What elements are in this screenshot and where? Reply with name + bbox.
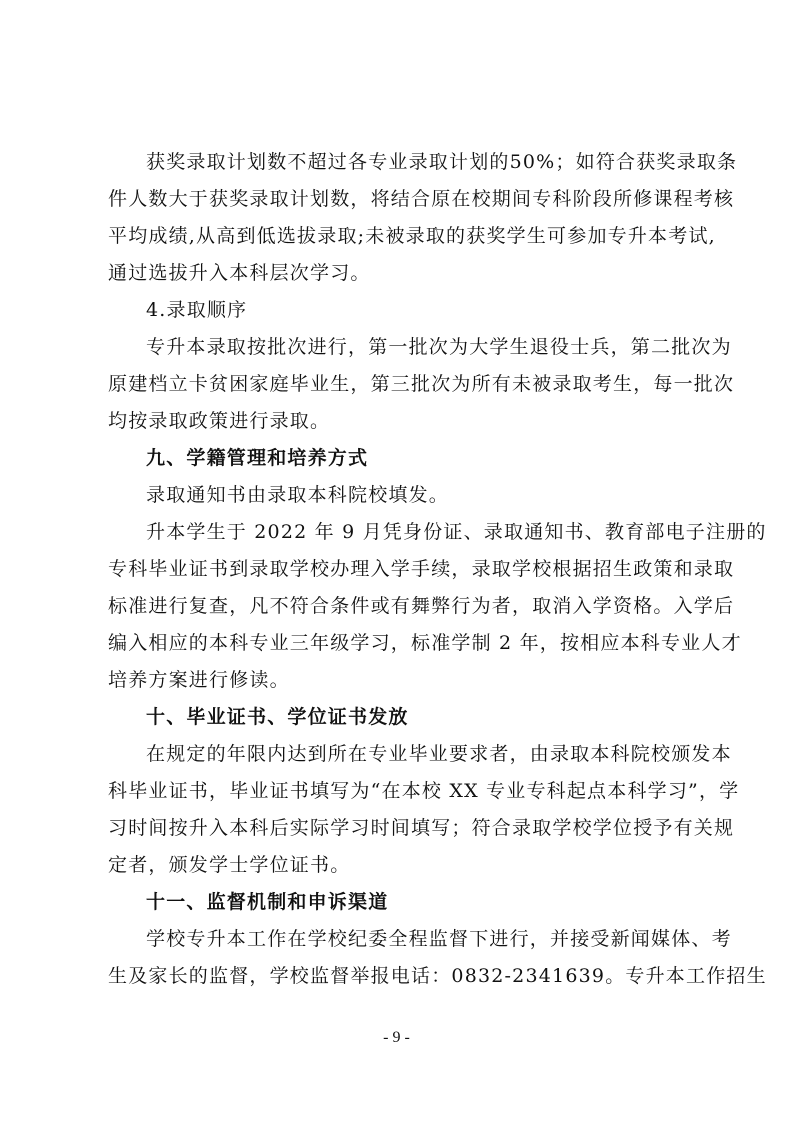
paragraph-notice-issuance: 录取通知书由录取本科院校填发。 (146, 484, 450, 506)
paragraph-award-admission-line-3: 平均成绩,从高到低选拔录取;未被录取的获奖学生可参加专升本考试, (108, 225, 716, 247)
paragraph-admission-order-line-3: 均按录取政策进行录取。 (108, 410, 331, 432)
paragraph-award-admission-line-1: 获奖录取计划数不超过各专业录取计划的50%；如符合获奖录取条 (146, 151, 738, 173)
section-heading-diploma-degree: 十、毕业证书、学位证书发放 (146, 706, 409, 728)
paragraph-enrollment-line-4: 编入相应的本科专业三年级学习，标准学制 2 年，按相应本科专业人才 (108, 632, 742, 654)
paragraph-award-admission-line-4: 通过选拔升入本科层次学习。 (108, 262, 371, 284)
paragraph-admission-order-line-2: 原建档立卡贫困家庭毕业生，第三批次为所有未被录取考生，每一批次 (108, 373, 735, 395)
subheading-admission-order: 4.录取顺序 (146, 299, 248, 321)
paragraph-enrollment-line-3: 标准进行复查，凡不符合条件或有舞弊行为者，取消入学资格。入学后 (108, 595, 735, 617)
paragraph-enrollment-line-5: 培养方案进行修读。 (108, 669, 290, 691)
section-heading-supervision-appeal: 十一、监督机制和申诉渠道 (146, 891, 389, 913)
paragraph-supervision-line-1: 学校专升本工作在学校纪委全程监督下进行，并接受新闻媒体、考 (146, 928, 732, 950)
paragraph-enrollment-line-1: 升本学生于 2022 年 9 月凭身份证、录取通知书、教育部电子注册的 (146, 521, 767, 543)
section-heading-student-management: 九、学籍管理和培养方式 (146, 447, 369, 469)
paragraph-diploma-line-1: 在规定的年限内达到所在专业毕业要求者，由录取本科院校颁发本 (146, 743, 732, 765)
paragraph-supervision-line-2: 生及家长的监督，学校监督举报电话：0832-2341639。专升本工作招生 (108, 965, 767, 987)
paragraph-diploma-line-3: 习时间按升入本科后实际学习时间填写；符合录取学校学位授予有关规 (108, 817, 735, 839)
paragraph-diploma-line-4: 定者，颁发学士学位证书。 (108, 854, 351, 876)
paragraph-enrollment-line-2: 专科毕业证书到录取学校办理入学手续，录取学校根据招生政策和录取 (108, 558, 735, 580)
page-number: - 9 - (383, 1029, 410, 1046)
paragraph-diploma-line-2: 科毕业证书，毕业证书填写为“在本校 XX 专业专科起点本科学习”，学 (108, 780, 740, 802)
paragraph-award-admission-line-2: 件人数大于获奖录取计划数，将结合原在校期间专科阶段所修课程考核 (108, 188, 735, 210)
paragraph-admission-order-line-1: 专升本录取按批次进行，第一批次为大学生退役士兵，第二批次为 (146, 336, 732, 358)
